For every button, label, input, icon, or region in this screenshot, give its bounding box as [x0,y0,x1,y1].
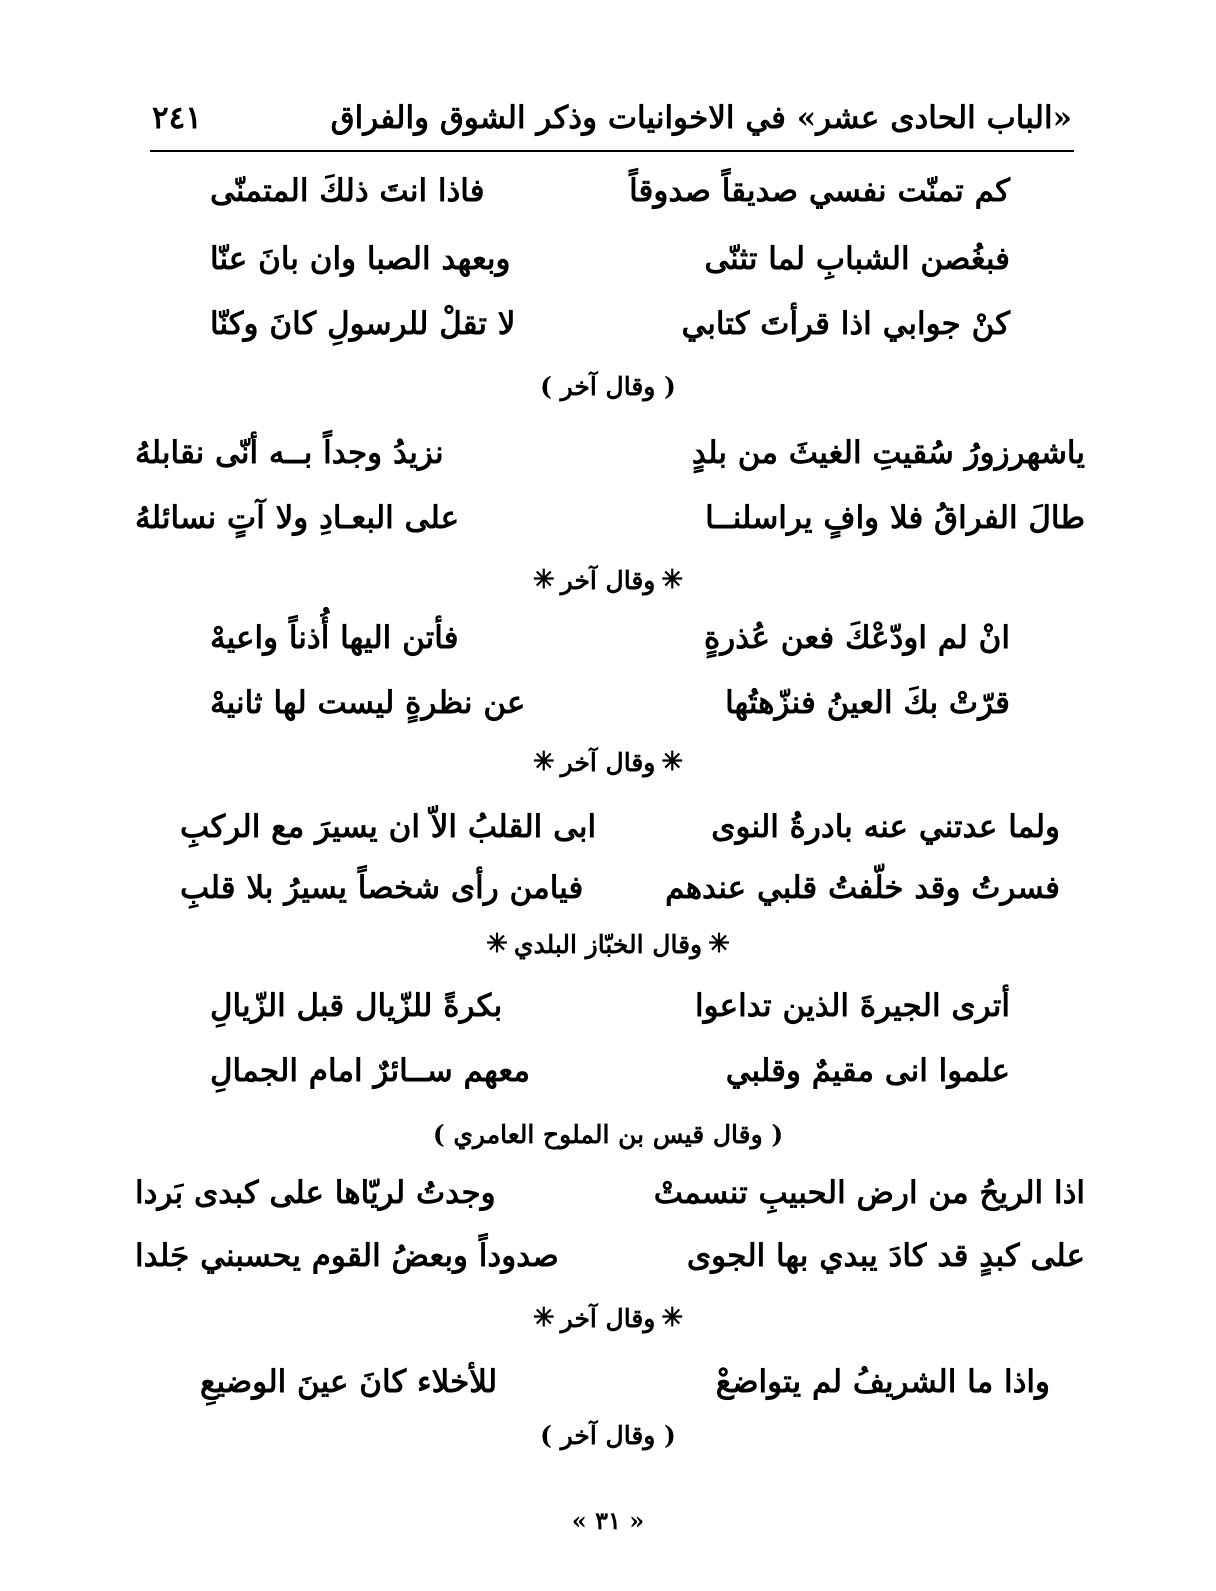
first-hemistich: كم تمنّت نفسي صديقاً صدوقاً [629,173,1010,209]
asterism-ornament-icon: ✳ [486,929,508,959]
second-hemistich: نزيدُ وجداً بــه أنّى نقابلهُ [135,435,444,471]
second-hemistich: وجدتُ لريّاها على كبدى بَردا [135,1175,496,1211]
verse-line [210,231,1010,287]
verse-line [135,425,1085,481]
attribution-heading [0,740,1216,784]
first-hemistich: ياشهرزورُ سُقيتِ الغيثَ من بلدٍ [691,435,1085,471]
asterism-ornament-icon: ✳ [532,747,555,777]
verse-line [135,490,1085,546]
first-hemistich: واذا ما الشريفُ لم يتواضعْ [715,1364,1050,1400]
verse-line [135,1228,1085,1284]
running-header [152,92,1072,144]
attribution-text: ( وقال آخر ) [540,371,676,401]
asterism-ornament-icon: ✳ [708,929,730,959]
header-rule [150,150,1074,152]
attribution-heading [0,1112,1216,1156]
verse-line [210,675,1010,731]
signature-text: « ٣١ » [571,1505,645,1535]
attribution-text: وقال الخبّاز البلدي [513,929,703,959]
first-hemistich: انْ لم اودّعْكَ فعن عُذرةٍ [704,620,1010,656]
second-hemistich: وبعهد الصبا وان بانَ عنّا [210,241,511,277]
verse-line [180,860,1060,916]
asterism-ornament-icon: ✳ [532,565,555,595]
second-hemistich: لا تقلْ للرسولِ كانَ وكنّا [210,306,516,342]
chapter-title: «الباب الحادى عشر» في الاخوانيات وذكر الشوق والفراق [330,100,1072,136]
first-hemistich: فبغُصن الشبابِ لما تثنّى [704,241,1010,277]
attribution-heading [0,1296,1216,1340]
signature-mark [0,1500,1216,1540]
second-hemistich: فاذا انتَ ذلكَ المتمنّى [210,173,485,209]
second-hemistich: بكرةً للزّيال قبل الزّيالِ [210,988,503,1024]
verse-line [210,978,1010,1034]
second-hemistich: صدوداً وبعضُ القوم يحسبني جَلدا [135,1238,559,1274]
verse-line [135,1165,1085,1221]
second-hemistich: فأتن اليها أُذناً واعيهْ [210,620,459,656]
verse-line [180,799,1060,855]
verse-line [210,163,1010,219]
asterism-ornament-icon: ✳ [661,565,684,595]
first-hemistich: أترى الجيرةَ الذين تداعوا [695,988,1010,1024]
first-hemistich: كنْ جوابي اذا قرأتَ كتابي [681,306,1010,342]
attribution-text: ( وقال قيس بن الملوح العامري ) [432,1119,784,1149]
verse-line [210,1043,1010,1099]
attribution-text: ( وقال آخر ) [540,1420,676,1450]
verse-line [210,296,1010,352]
first-hemistich: قرّتْ بكَ العينُ فنزّهتُها [725,685,1010,721]
attribution-text: وقال آخر [560,747,656,777]
asterism-ornament-icon: ✳ [661,747,684,777]
second-hemistich: ابى القلبُ الاّ ان يسيرَ مع الركبِ [180,809,597,845]
second-hemistich: على البعـادِ ولا آتٍ نسائلهُ [135,500,460,536]
attribution-heading [0,1413,1216,1457]
first-hemistich: علموا انى مقيمٌ وقلبي [725,1053,1010,1089]
second-hemistich: فيامن رأى شخصاً يسيرُ بلا قلبِ [180,870,584,906]
first-hemistich: ولما عدتني عنه بادرةُ النوى [711,809,1060,845]
asterism-ornament-icon: ✳ [532,1303,555,1333]
attribution-text: وقال آخر [560,565,656,595]
verse-line [200,1354,1050,1410]
second-hemistich: للأخلاء كانَ عينَ الوضيعِ [200,1364,498,1400]
first-hemistich: فسرتُ وقد خلّفتُ قلبي عندهم [665,870,1060,906]
attribution-heading [0,922,1216,966]
attribution-text: وقال آخر [560,1303,656,1333]
asterism-ornament-icon: ✳ [661,1303,684,1333]
verse-line [210,610,1010,666]
attribution-heading [0,364,1216,408]
page-number: ٢٤١ [152,100,202,136]
second-hemistich: عن نظرةٍ ليست لها ثانيهْ [210,685,526,721]
first-hemistich: طالَ الفراقُ فلا وافٍ يراسلنــا [705,500,1085,536]
first-hemistich: اذا الريحُ من ارض الحبيبِ تنسمتْ [653,1175,1085,1211]
attribution-heading [0,558,1216,602]
first-hemistich: على كبدٍ قد كادَ يبدي بها الجوى [686,1238,1085,1274]
second-hemistich: معهم ســائرٌ امام الجمالِ [210,1053,530,1089]
